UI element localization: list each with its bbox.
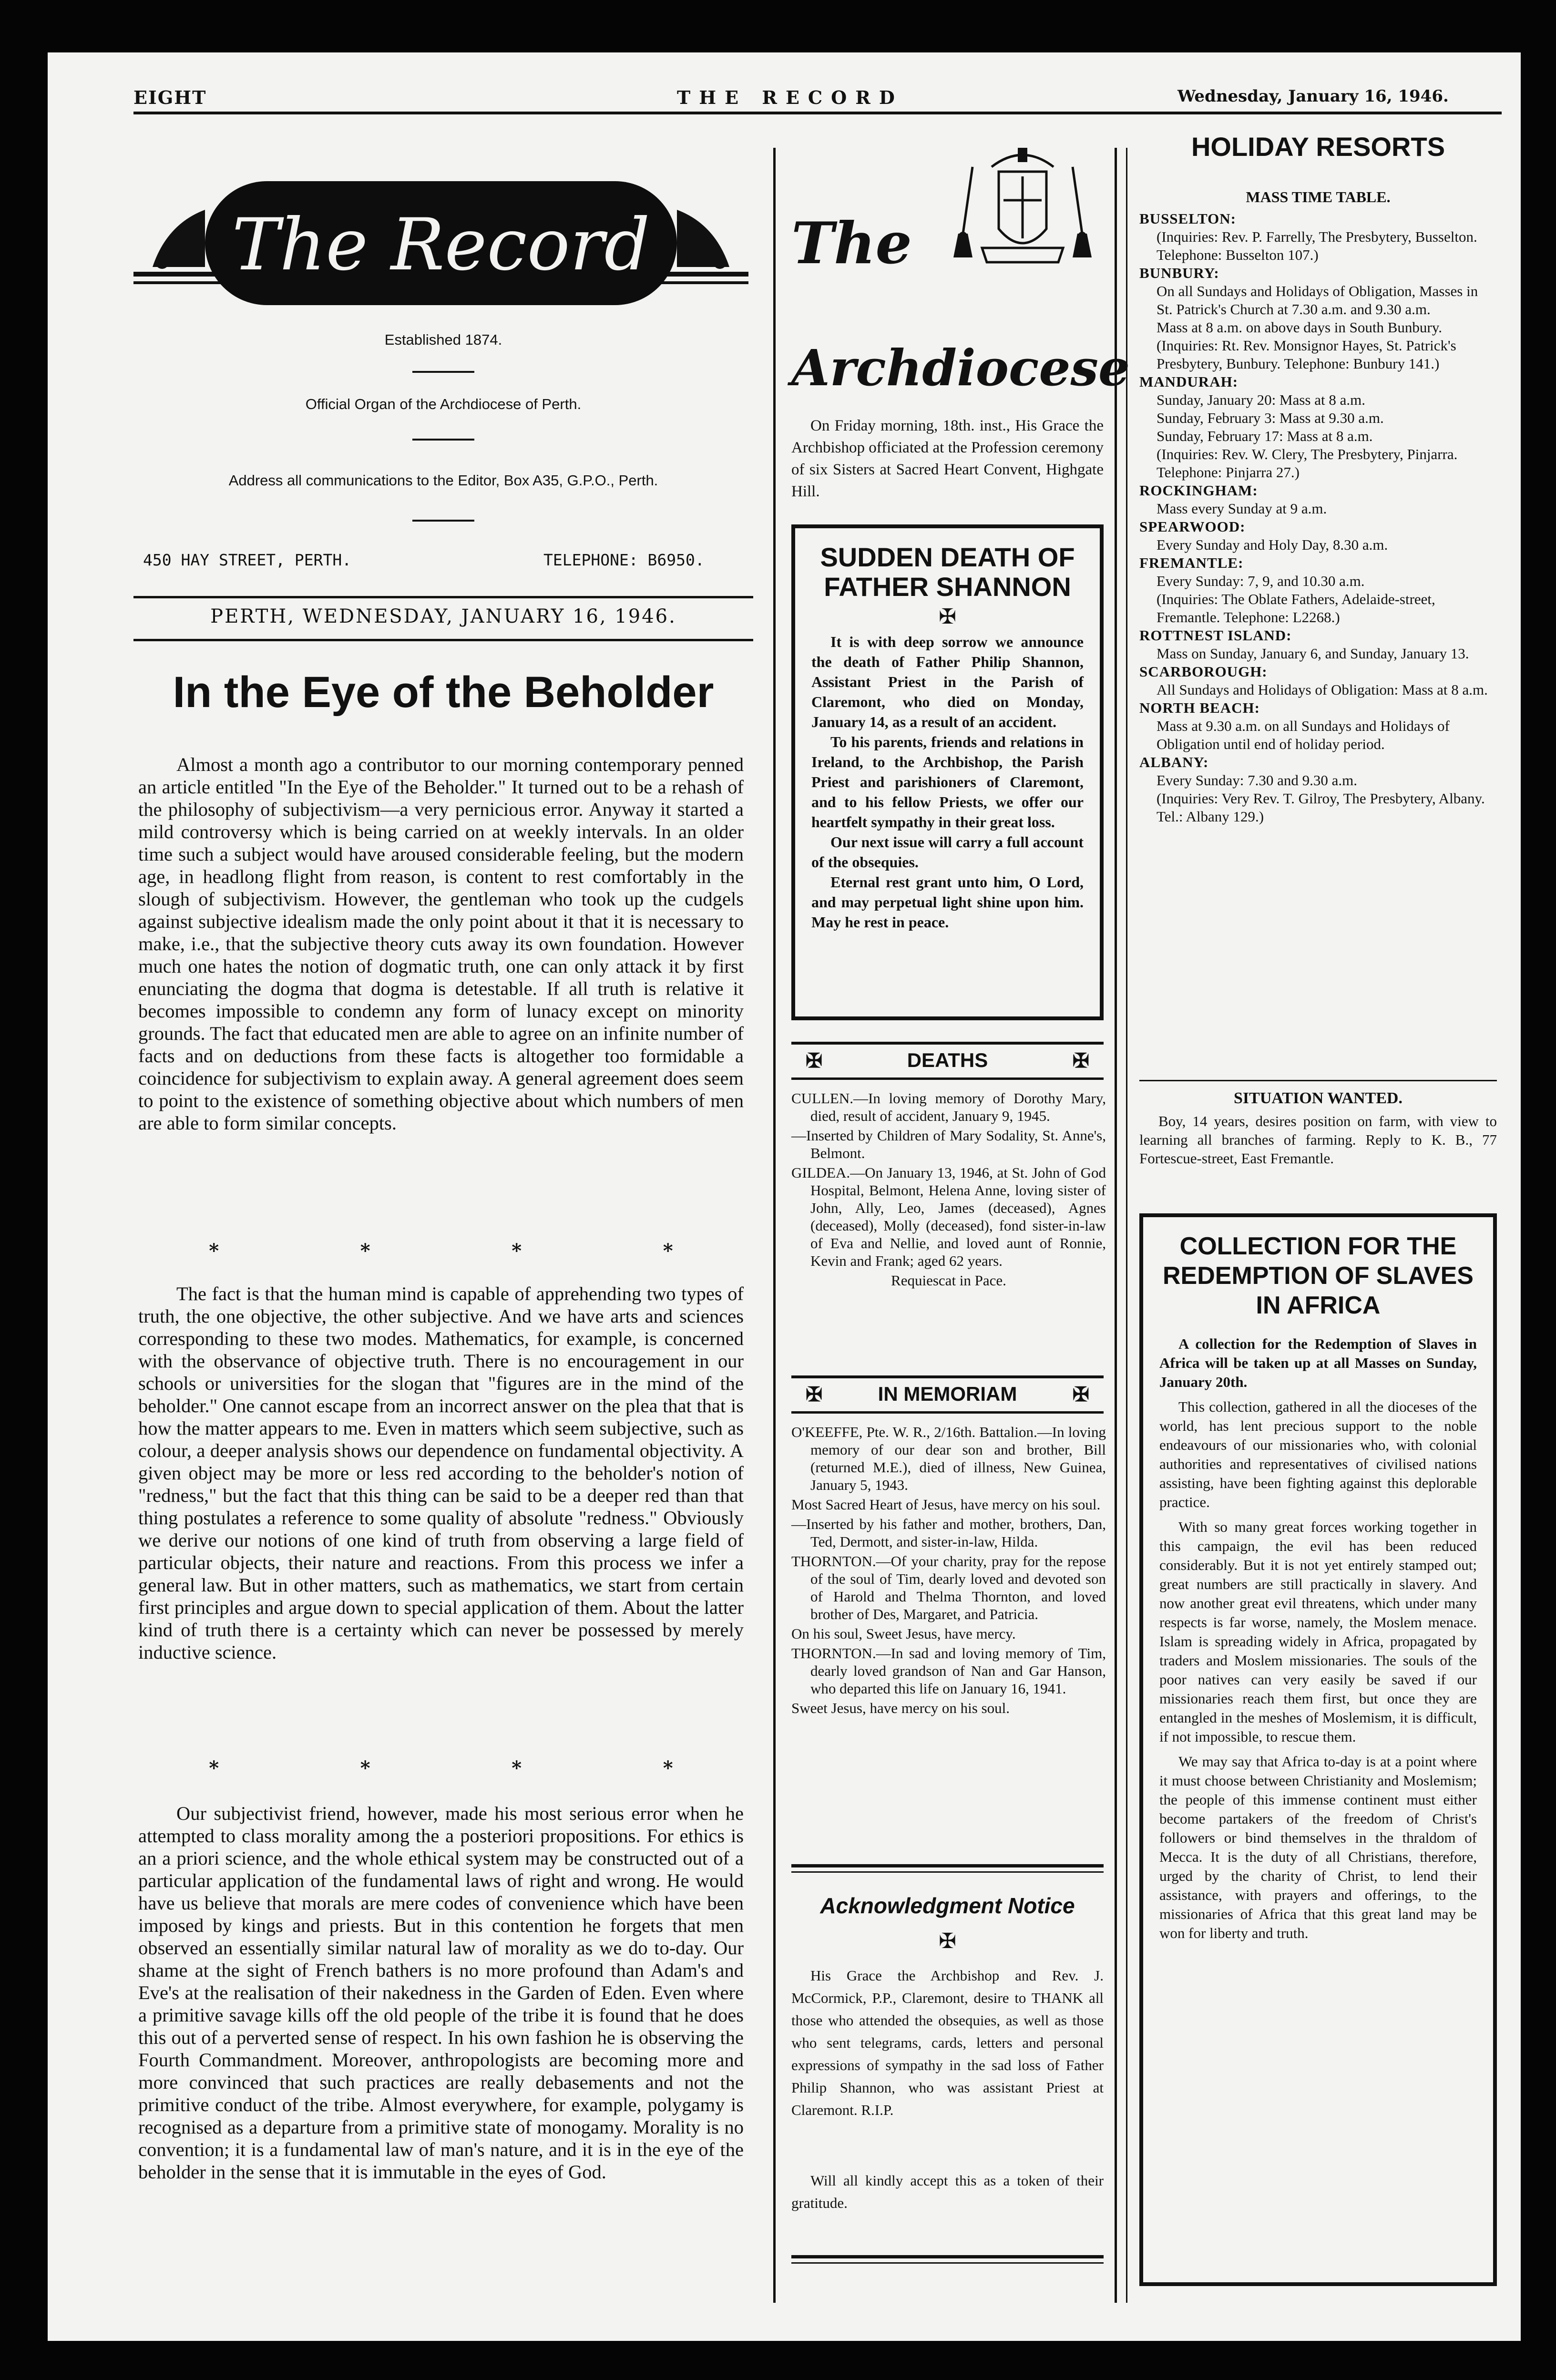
section-stars — [138, 1240, 744, 1262]
telephone: TELEPHONE: B6950. — [543, 551, 705, 569]
list-item: On his soul, Sweet Jesus, have mercy. — [791, 1625, 1016, 1642]
resort-detail: Mass at 9.30 a.m. on all Sundays and Holidays of Obligation until end of holiday period. — [1157, 718, 1450, 752]
resort-detail: Every Sunday: 7, 9, and 10.30 a.m. — [1157, 573, 1365, 589]
resort-detail: Sunday, February 3: Mass at 9.30 a.m. — [1157, 410, 1384, 426]
resort-town: SCARBOROUGH: — [1139, 663, 1268, 680]
resort-town: ROCKINGHAM: — [1139, 482, 1258, 499]
situation-text: Boy, 14 years, desires position on farm, with view to learning all branches of farming. Reply to K. B., 77 Fortescue-street, East Fremantle. — [1139, 1113, 1497, 1167]
logo-text: The Record — [232, 204, 650, 287]
star: * — [512, 1757, 522, 1779]
sudden-death-p3: Our next issue will carry a full account of the obsequies. — [811, 833, 1084, 871]
editorial-title: In the Eye of the Beholder — [173, 668, 714, 717]
list-item: Sweet Jesus, have mercy on his soul. — [791, 1700, 1010, 1716]
ack-rule-bottom-thin — [791, 2262, 1104, 2264]
resort-detail: (Inquiries: Very Rev. T. Gilroy, The Presbytery, Albany. Tel.: Albany 129.) — [1157, 790, 1485, 825]
resort-town: ALBANY: — [1139, 754, 1209, 770]
newspaper-page — [48, 52, 1521, 2341]
column-rule-2b — [1126, 148, 1127, 2303]
star: * — [663, 1240, 673, 1262]
resort-detail: Mass on Sunday, January 6, and Sunday, January 13. — [1157, 645, 1469, 662]
star: * — [663, 1757, 673, 1779]
cross-icon: ✠ — [939, 605, 956, 629]
page-header — [48, 52, 1502, 114]
official-organ-line: Official Organ of the Archdiocese of Perth. — [305, 396, 582, 412]
resort-detail: Every Sunday and Holy Day, 8.30 a.m. — [1157, 536, 1388, 553]
ack-rule-bottom — [791, 2255, 1104, 2258]
dateline-rule-bottom — [133, 639, 753, 641]
resort-detail: Every Sunday: 7.30 and 9.30 a.m. — [1157, 772, 1358, 789]
resort-town: BUNBURY: — [1139, 265, 1219, 281]
editorial-paragraph-2: The fact is that the human mind is capable of apprehending two types of truth, the one objective, the other subjective. And we have arts and sciences corresponding to these two modes. Mathematics, for example, is concerned with the observance of objective truth. There is no encouragement in our schools or universities for the slogan that "figures are in the mind of the beholder." One cannot escape from an incorrect answer on the plea that that is how the matter appears to me. Even in matters which seem subjective, such as colour, a deeper analysis shows our dependence on fundamental objectivity. A given object may be more or less red according to the beholder's notion of "redness," but the fact that this thing can be said to be a deeper red than that thing postulates a reference to some quality of absolute "redness." Obviously we derive our notions of one kind of truth from observing a large field of particular objects, their nature and reactions. From this process we infer a general law. But in other matters, such as mathematics, we start from certain first principles and argue down to special application of them. About the latter kind of truth there is a certainty which can never be possessed by merely inductive science. — [138, 1283, 744, 1663]
memoriam-list — [791, 1423, 1106, 1719]
paper-name: THE RECORD — [677, 87, 903, 108]
sudden-death-p4: Eternal rest grant unto him, O Lord, and may perpetual light shine upon him. May he rest in peace. — [811, 873, 1084, 931]
cross-icon: ✠ — [1072, 1049, 1089, 1072]
header-rule — [133, 112, 1502, 114]
situation-heading: SITUATION WANTED. — [1234, 1089, 1402, 1107]
resort-town: BUSSELTON: — [1139, 210, 1236, 227]
resort-list — [1139, 210, 1497, 826]
holiday-heading: HOLIDAY RESORTS — [1191, 132, 1445, 162]
collection-box — [1139, 1213, 1497, 2286]
collection-p2: With so many great forces working together in this campaign, the evil has been reduced considerably. But it is not yet entirely stamped out; great numbers are still practically in slavery. And now another great evil threatens, which under many respects is far worse, namely, the Moslem menace. Islam is spreading widely in Africa, propagated by traders and Moslem missionaries. The souls of the poor natives can very easily be saved if our missionaries reach them first, but once they are entangled in the meshes of Moslemism, it is difficult, if not impossible, to rescue them. — [1159, 1518, 1477, 1745]
address-line: Address all communications to the Editor, Box A35, G.P.O., Perth. — [228, 472, 658, 489]
star: * — [209, 1757, 219, 1779]
deaths-rule-top — [791, 1042, 1104, 1045]
memoriam-heading: IN MEMORIAM — [878, 1383, 1017, 1405]
collection-heading: COLLECTION FOR THE REDEMPTION OF SLAVES IN AFRICA — [1163, 1232, 1474, 1319]
memoriam-rule-top — [791, 1375, 1104, 1378]
list-item: CULLEN.—In loving memory of Dorothy Mary, died, result of accident, January 9, 1945. — [791, 1090, 1106, 1124]
resort-detail: On all Sundays and Holidays of Obligation, Masses in St. Patrick's Church at 7.30 a.m. and 9.30 a.m. — [1157, 283, 1478, 318]
deaths-list — [791, 1089, 1106, 1291]
list-item: —Inserted by Children of Mary Sodality, St. Anne's, Belmont. — [791, 1127, 1106, 1161]
sudden-death-p2: To his parents, friends and relations in Ireland, to the Archbishop, the Parish Priest and parishioners of Claremont, and to his fellow Priests, we offer our heartfelt sympathy in their great loss. — [811, 733, 1084, 831]
sudden-death-box — [791, 524, 1104, 1020]
list-item: O'KEEFFE, Pte. W. R., 2/16th. Battalion.—In loving memory of our dear son and brother, Bill (returned M.E.), died of illness, New Guinea, January 5, 1943. — [791, 1424, 1106, 1493]
resort-detail: Mass every Sunday at 9 a.m. — [1157, 500, 1327, 517]
header-date: Wednesday, January 16, 1946. — [1177, 87, 1449, 106]
editorial-paragraph-3: Our subjectivist friend, however, made his most serious error when he attempted to class morality among the a posteriori propositions. For ethics is an a priori science, and the whole ethical system may be constructed out of a particular application of the fundamental laws of right and wrong. He would have us believe that morals are mere codes of convenience which have been imposed by kings and priests. But in this contention he forgets that men observed an essentially similar natural law of morality as we do to-day. Our shame at the sight of French bathers is no more profound than Adam's and Eve's at the realisation of their nakedness in the Garden of Eden. Even where a primitive savage kills off the old people of the tribe it is found that he does this out of a perverted sense of respect. In his own fashion he is observing the Fourth Commandment. Moreover, anthropologists are becoming more and more convinced that such practices are really debasements and not the primitive conduct of the tribe. Almost everywhere, for example, polygamy is recognised as a departure from a primitive state of monogamy. Morality is no convention; it is a fundamental law of man's nature, and it is in the eye of the beholder in the sense that it is immutable in the eyes of God. — [138, 1803, 744, 2183]
star: * — [512, 1240, 522, 1262]
list-item: THORNTON.—In sad and loving memory of Tim, dearly loved grandson of Nan and Gar Hanson, who departed this life on January 16, 1941. — [791, 1645, 1106, 1697]
ack-rule-top — [791, 1864, 1104, 1867]
acknowledgment-heading: Acknowledgment Notice — [820, 1893, 1075, 1918]
street-address: 450 HAY STREET, PERTH. — [143, 551, 352, 569]
resort-town: MANDURAH: — [1139, 373, 1239, 390]
dateline-rule-top — [133, 596, 753, 598]
resort-detail: (Inquiries: Rt. Rev. Monsignor Hayes, St. Patrick's Presbytery, Bunbury. Telephone: Bunbury 141.) — [1157, 337, 1456, 372]
resort-detail: (Inquiries: The Oblate Fathers, Adelaide-street, Fremantle. Telephone: L2268.) — [1157, 591, 1435, 626]
resort-town: FREMANTLE: — [1139, 554, 1244, 571]
page-number: EIGHT — [133, 87, 207, 108]
resort-detail: (Inquiries: Rev. W. Clery, The Presbytery, Pinjarra. Telephone: Pinjarra 27.) — [1157, 446, 1458, 481]
archdiocese-crest-icon — [944, 138, 1101, 291]
resort-town: SPEARWOOD: — [1139, 518, 1246, 535]
deaths-heading: DEATHS — [907, 1049, 988, 1071]
memoriam-rule-bottom — [791, 1411, 1104, 1414]
deaths-closing: Requiescat in Pace. — [891, 1272, 1006, 1289]
star: * — [360, 1757, 370, 1779]
cross-icon: ✠ — [806, 1383, 823, 1405]
cross-icon: ✠ — [939, 1929, 956, 1953]
section-stars — [138, 1757, 744, 1779]
memoriam-heading-row — [791, 1383, 1104, 1406]
record-logo — [133, 172, 748, 329]
collection-p1: This collection, gathered in all the dioceses of the world, has lent precious support to the noble endeavours of our missionaries who, with colonial authorities and representatives of civilised nations assisting, have been fighting against this deplorable practice. — [1159, 1398, 1477, 1510]
column-rule-1 — [773, 148, 776, 2303]
acknowledgment-p1: His Grace the Archbishop and Rev. J. McCormick, P.P., Claremont, desire to THANK all those who attended the obsequies, as well as those who sent telegrams, cards, letters and personal expressions of sympathy in the sad loss of Father Philip Shannon, who was assistant Priest at Claremont. R.I.P. — [791, 1967, 1104, 2118]
star: * — [360, 1240, 370, 1262]
sudden-death-p1: It is with deep sorrow we announce the death of Father Philip Shannon, Assistant Priest in the Parish of Claremont, who died on Monday, January 14, as a result of an accident. — [811, 633, 1084, 730]
ack-rule-top-thin — [791, 1871, 1104, 1873]
resort-detail: Mass at 8 a.m. on above days in South Bunbury. — [1157, 319, 1442, 336]
archdiocese-title-main: Archdiocese — [791, 339, 1130, 397]
cross-icon: ✠ — [806, 1049, 823, 1072]
column-rule-2 — [1115, 148, 1117, 2303]
masthead-dash — [412, 520, 474, 522]
deaths-rule-bottom — [791, 1077, 1104, 1080]
collection-lead: A collection for the Redemption of Slaves in Africa will be taken up at all Masses on Sunday, January 20th. — [1159, 1335, 1477, 1390]
masthead-dash — [412, 439, 474, 441]
sudden-death-heading: SUDDEN DEATH OF FATHER SHANNON — [820, 542, 1075, 602]
archdiocese-title-the: The — [791, 210, 912, 277]
archdiocese-intro: On Friday morning, 18th. inst., His Grace the Archbishop officiated at the Profession ceremony of six Sisters at Sacred Heart Convent, Highgate Hill. — [791, 417, 1104, 500]
collection-p3: We may say that Africa to-day is at a point where it must choose between Christianity and Moslemism; the people of this immense continent must either become partakers of the freedom of Christ's followers or bind themselves in the thraldom of Mecca. It is the duty of all Christians, therefore, urged by the charity of Christ, to lend their assistance, with prayers and offerings, to the missionaries of Africa that this great land may be won for liberty and truth. — [1159, 1753, 1477, 1941]
masthead-dash — [412, 371, 474, 373]
cross-icon: ✠ — [1072, 1383, 1089, 1405]
list-item: —Inserted by his father and mother, brothers, Dan, Ted, Dermott, and sister-in-law, Hilda. — [791, 1516, 1106, 1550]
resort-detail: All Sundays and Holidays of Obligation: Mass at 8 a.m. — [1157, 681, 1488, 698]
acknowledgment-p2: Will all kindly accept this as a token of their gratitude. — [791, 2172, 1104, 2211]
star: * — [209, 1240, 219, 1262]
editorial-paragraph-1: Almost a month ago a contributor to our morning contemporary penned an article entitled "In the Eye of the Beholder." It turned out to be a rehash of the philosophy of subjectivism—a very pernicious error. Anyway it started a mild controversy which is being carried on at weekly intervals. In an older time such a subject would have aroused considerable feeling, but the modern age, in headlong flight from reason, is content to rest comfortably in the slough of subjectivism. However, the gentleman who took up the cudgels against subjective idealism made the only point about it that it is necessary to make, i.e., that the subjective theory cuts away its own foundation. However much one hates the notion of dogmatic truth, one can only attack it by first enunciating the dogma that dogma is detestable. If all truth is relative it becomes impossible to condemn any form of lunacy except on minority grounds. The fact that educated men are able to agree on an infinite number of facts and on deductions from these facts is altogether too formidable a coincidence for subjectivism to explain away. A general agreement does seem to point to the existence of something objective about which numbers of men are able to form similar concepts. — [138, 754, 744, 1134]
resort-town: NORTH BEACH: — [1139, 699, 1260, 716]
resort-town: ROTTNEST ISLAND: — [1139, 627, 1292, 644]
list-item: GILDEA.—On January 13, 1946, at St. John of God Hospital, Belmont, Helena Anne, loving sister of John, Ally, Leo, James (deceased), Agnes (deceased), Molly (deceased), fond sister-in-law of Eva and Nellie, and loved aunt of Ronnie, Kevin and Frank; aged 62 years. — [791, 1164, 1106, 1269]
list-item: Most Sacred Heart of Jesus, have mercy on his soul. — [791, 1496, 1101, 1513]
dateline: PERTH, WEDNESDAY, JANUARY 16, 1946. — [210, 605, 676, 627]
established-line: Established 1874. — [384, 331, 502, 348]
resort-detail: Sunday, February 17: Mass at 8 a.m. — [1157, 428, 1373, 444]
situation-rule — [1139, 1080, 1497, 1081]
deaths-heading-row — [791, 1049, 1104, 1072]
resort-detail: Sunday, January 20: Mass at 8 a.m. — [1157, 391, 1365, 408]
mass-timetable-heading: MASS TIME TABLE. — [1246, 188, 1391, 205]
resort-detail: (Inquiries: Rev. P. Farrelly, The Presbytery, Busselton. Telephone: Busselton 107.) — [1157, 228, 1477, 263]
list-item: THORNTON.—Of your charity, pray for the repose of the soul of Tim, dearly loved and devoted son of Harold and Thelma Thornton, and loved brother of Des, Margaret, and Patricia. — [791, 1553, 1106, 1622]
